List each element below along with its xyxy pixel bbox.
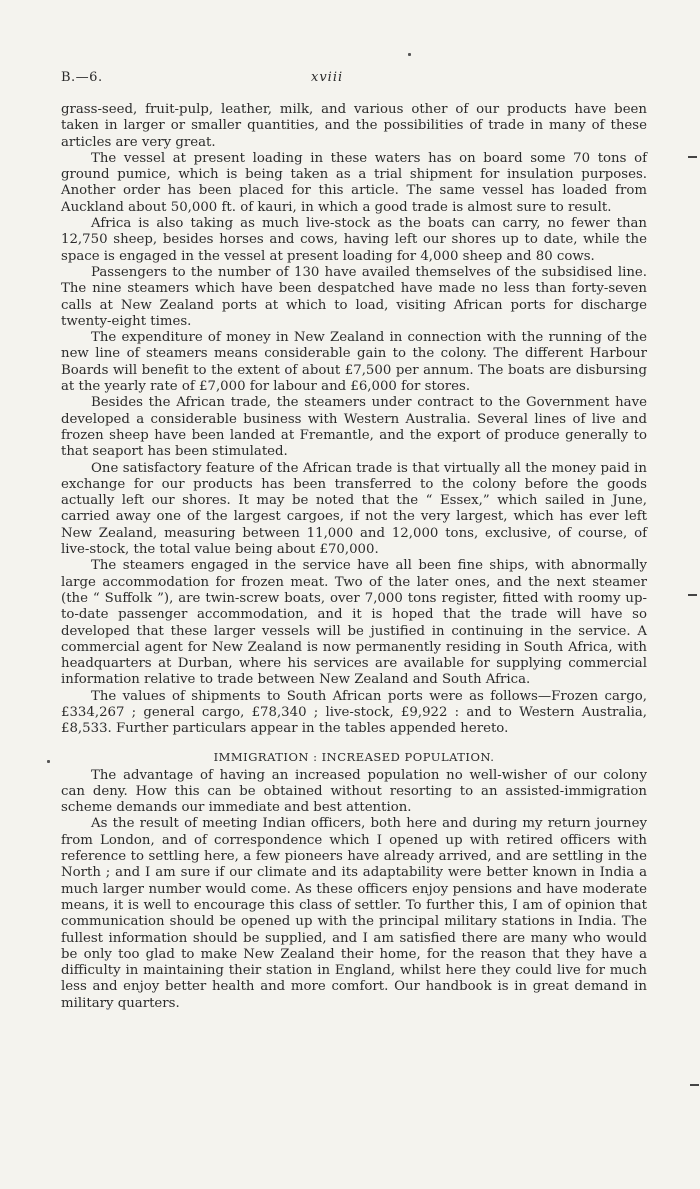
- paragraph: The steamers engaged in the service have all been fine ships, with abnormally large accommodation for frozen meat. Two of the later ones, and the next steamer (the “ Suffolk ”), are twin-screw boats, over 7,000 tons register, fitted with roomy up-to-date passenger accommodation, and it is hoped that the trade will have so developed that these larger vessels will be justified in continuing in the service. A commercial agent for New Zealand is now permanently residing in South Africa, with headquarters at Durban, where his services are available for supplying commercial information relative to trade between New Zealand and South Africa.: [61, 558, 647, 688]
- page-header: [61, 70, 647, 90]
- paragraph: As the result of meeting Indian officers, both here and during my return journey from London, and of correspondence which I opened up with retired officers with reference to settling here, a few pioneers have already arrived, and are settling in the North ; and I am sure if our climate and its adaptability were better known in India a much larger number would come. As these officers enjoy pensions and have moderate means, it is well to encourage this class of settler. To further this, I am of opinion that communication should be opened up with the principal military stations in India. The fullest information should be supplied, and I am satisfied there are many who would be only too glad to make New Zealand their home, for the reason that they have a difficulty in maintaining their station in England, whilst here they could live for much less and enjoy better health and more comfort. Our handbook is in great demand in military quarters.: [61, 816, 647, 1011]
- margin-mark: [690, 1084, 699, 1086]
- paragraph: Africa is also taking as much live-stock as the boats can carry, no fewer than 12,750 sheep, besides horses and cows, having left our shores up to date, while the space is engaged in the vessel at present loading for 4,000 sheep and 80 cows.: [61, 216, 647, 264]
- body-text-bottom: [61, 768, 647, 1012]
- margin-mark: [688, 594, 697, 596]
- paragraph: The expenditure of money in New Zealand in connection with the running of the new line of steamers means considerable gain to the colony. The different Harbour Boards will benefit to the extent of about £7,500 per annum. The boats are disbursing at the yearly rate of £7,000 for labour and £6,000 for stores.: [61, 330, 647, 395]
- paragraph: The vessel at present loading in these waters has on board some 70 tons of ground pumice, which is being taken as a trial shipment for insulation purposes. Another order has been placed for this article. The same vessel has loaded from Auckland about 50,000 ft. of kauri, in which a good trade is almost sure to result.: [61, 150, 647, 215]
- paragraph: Passengers to the number of 130 have availed themselves of the subsidised line. The nine steamers which have been despatched have made no less than forty-seven calls at New Zealand ports at which to load, visiting African ports for discharge twenty-eight times.: [61, 264, 647, 329]
- document-page: [61, 70, 647, 1012]
- section-heading: IMMIGRATION : INCREASED POPULATION.: [213, 749, 495, 764]
- paragraph: One satisfactory feature of the African trade is that virtually all the money paid in exchange for our products has been transferred to the colony before the goods actually left our shores. It may be noted that the “ Essex,” which sailed in June, carried away one of the largest cargoes, if not the very largest, which has ever left New Zealand, measuring between 11,000 and 12,000 tons, exclusive, of course, of live-stock, the total value being about £70,000.: [61, 460, 647, 558]
- scan-speck: [408, 53, 411, 56]
- body-text-top: [61, 102, 647, 738]
- paragraph: Besides the African trade, the steamers under contract to the Government have developed a considerable business with Western Australia. Several lines of live and frozen sheep have been landed at Fremantle, and the export of produce generally to that seaport has been stimulated.: [61, 395, 647, 460]
- paragraph: The values of shipments to South African ports were as follows—Frozen cargo, £334,267 ; general cargo, £78,340 ; live-stock, £9,922 : and to Western Australia, £8,533. Further particulars appear in the tables appended hereto.: [61, 688, 647, 737]
- document-reference: B.—6.: [61, 70, 103, 85]
- paragraph: The advantage of having an increased population no well-wisher of our colony can deny. How this can be obtained without resorting to an assisted-immigration scheme demands our immediate and best attention.: [61, 767, 647, 816]
- scan-speck: [47, 760, 50, 763]
- margin-mark: [688, 156, 697, 158]
- paragraph: grass-seed, fruit-pulp, leather, milk, and various other of our products have been taken in larger or smaller quantities, and the possibilities of trade in many of these articles are very great.: [61, 102, 647, 150]
- page-number: xviii: [311, 70, 344, 85]
